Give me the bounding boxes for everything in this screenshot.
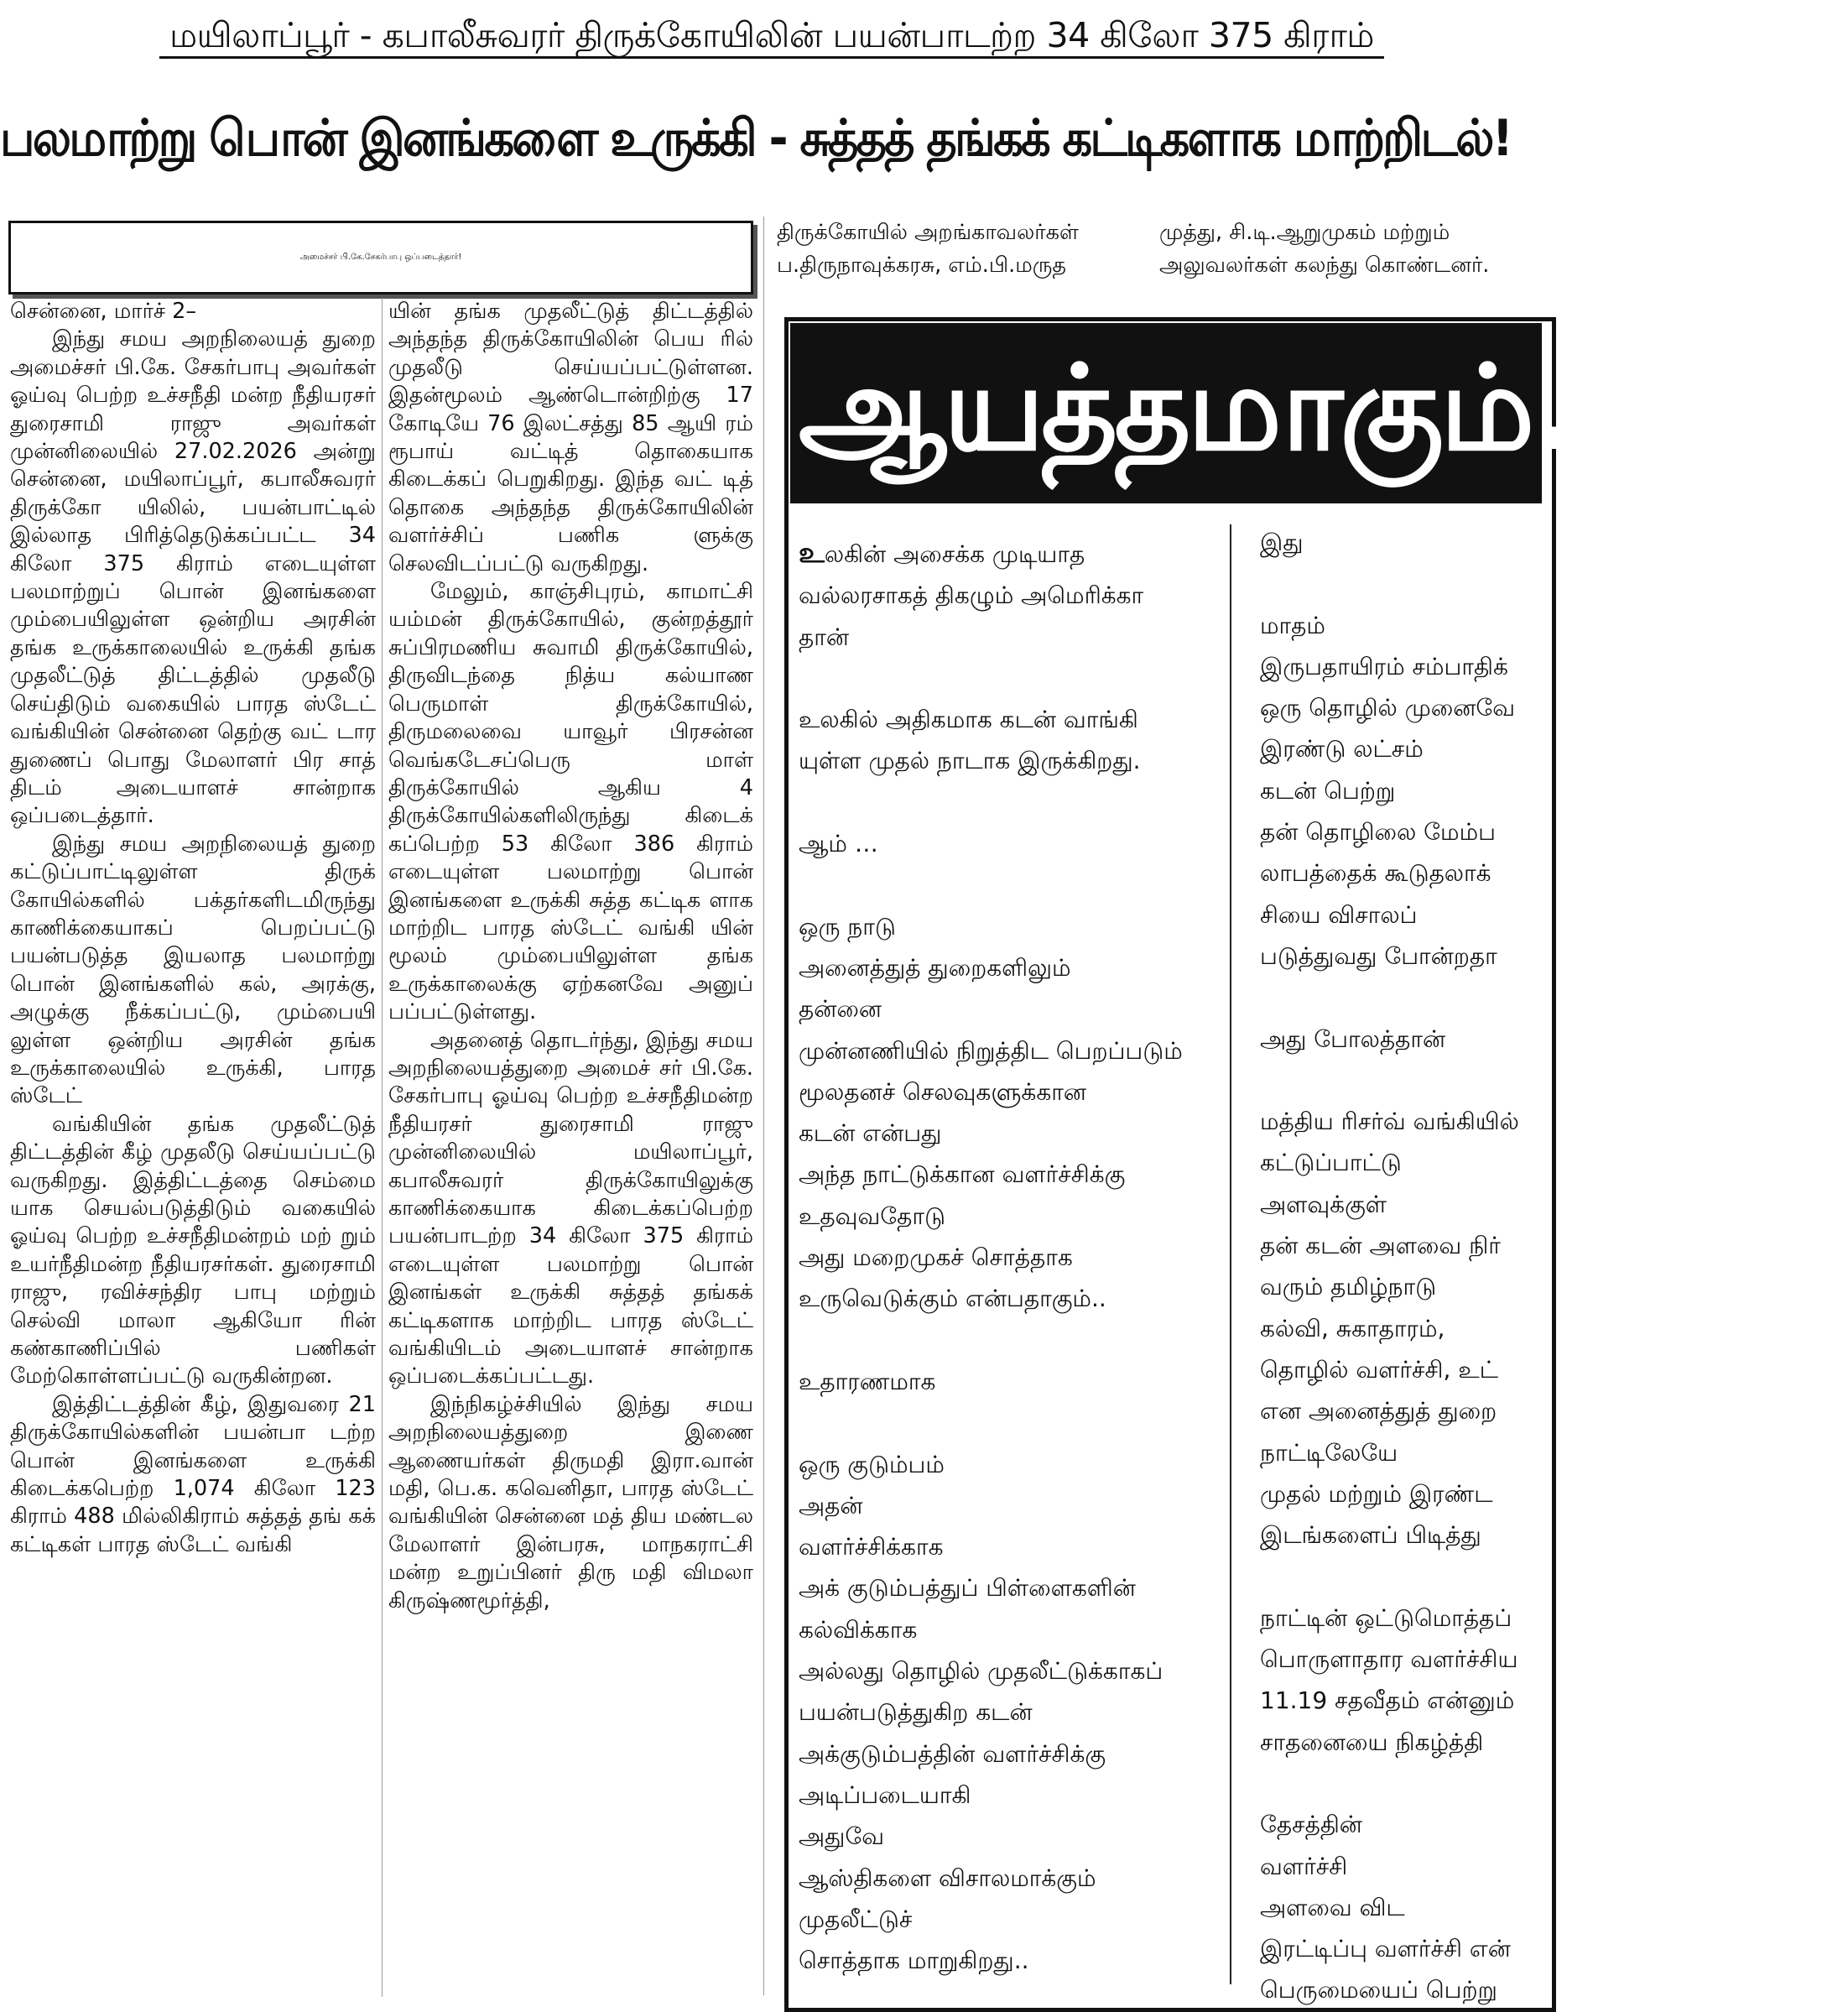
feature-line: அடிப்படையாகி bbox=[799, 1780, 971, 1809]
blank-line bbox=[1260, 1556, 1542, 1597]
feature-divider bbox=[1230, 524, 1231, 1984]
blank-line bbox=[1260, 563, 1542, 604]
feature-line: மாதம் bbox=[1260, 611, 1325, 639]
blank-line bbox=[799, 864, 1222, 905]
feature-line: படுத்துவது போன்றதா bbox=[1260, 941, 1497, 970]
feature-line: இது bbox=[1260, 529, 1304, 556]
blank-line bbox=[799, 1320, 1222, 1361]
feature-line: வளர்ச்சி bbox=[1260, 1852, 1348, 1880]
feature-column-1 bbox=[799, 533, 1222, 1981]
feature-banner bbox=[790, 323, 1848, 503]
kicker-headline: மயிலாப்பூர் - கபாலீசுவரர் திருக்கோயிலின் பயன்பாடற்ற 34 கிலோ 375 கிராம் bbox=[159, 12, 1384, 59]
column-divider bbox=[382, 298, 383, 1997]
blank-line bbox=[799, 658, 1222, 699]
feature-line: அதன் bbox=[799, 1491, 863, 1519]
feature-line: 11.19 சதவீதம் என்னும் bbox=[1260, 1686, 1515, 1715]
article-paragraph: இத்திட்டத்தின் கீழ், இதுவரை 21 திருக்கோயில்களின் பயன்பா டற்ற பொன் இனங்களை உருக்கி கிடைக்கபெற்ற 1,074 கிலோ 123 கிராம் 488 மில்லிகிராம் சுத்தத் தங் கக் கட்டிகள் பாரத ஸ்டேட் வங்கி bbox=[10, 1391, 376, 1557]
feature-line: கல்வி, சுகாதாரம், bbox=[1260, 1314, 1445, 1342]
feature-line: பொருளாதார வளர்ச்சிய bbox=[1260, 1645, 1518, 1674]
feature-line: கடன் பெற்று bbox=[1260, 776, 1396, 805]
blank-line bbox=[1260, 1763, 1542, 1804]
feature-line: உலகில் அதிகமாக கடன் வாங்கி bbox=[799, 706, 1138, 734]
feature-line: ஒரு நாடு bbox=[799, 912, 896, 941]
blank-line bbox=[1260, 1060, 1542, 1101]
article-paragraph: வங்கியின் தங்க முதலீட்டுத் திட்டத்தின் கீழ் முதலீடு செய்யப்பட்டு வருகிறது. இத்திட்டத்தை செம்மை யாக செயல்படுத்திடும் வகையில் ஓய்வு பெற்ற உச்சநீதிமன்றம் மற் றும் உயர்நீதிமன்ற நீதியரசர்கள். துரைசாமி ராஜு, ரவிச்சந்திர பாபு மற்றும் செல்வி மாலா ஆகியோ ரின் கண்காணிப்பில் பணிகள் மேற்கொள்ளப்பட்டு வருகின்றன. bbox=[10, 1111, 376, 1389]
feature-line: கட்டுப்பாட்டு bbox=[1260, 1149, 1402, 1177]
feature-line: முன்னணியில் நிறுத்திட பெறப்படும் bbox=[799, 1036, 1183, 1065]
feature-line: மத்திய ரிசர்வ் வங்கியில் bbox=[1260, 1108, 1519, 1136]
column-divider bbox=[763, 216, 764, 1995]
feature-line: இருபதாயிரம் சம்பாதிக் bbox=[1260, 652, 1508, 680]
feature-line: உதவுவதோடு bbox=[799, 1201, 945, 1230]
feature-line: அக் குடும்பத்துப் பிள்ளைகளின் bbox=[799, 1574, 1136, 1603]
article-paragraph: இந்து சமய அறநிலையத் துறை கட்டுப்பாட்டிலுள்ள திருக் கோயில்களில் பக்தர்களிடமிருந்து காணிக்கையாகப் பெறப்பட்டு பயன்படுத்த இயலாத பலமாற்று பொன் இனங்களில் கல், அரக்கு, அழுக்கு நீக்கப்பட்டு, மும்பையி லுள்ள ஒன்றிய அரசின் தங்க உருக்காலையில் உருக்கி, பாரத ஸ்டேட் bbox=[10, 831, 376, 1109]
feature-line: தன் கடன் அளவை நிர் bbox=[1260, 1232, 1501, 1260]
blank-line bbox=[1260, 977, 1542, 1018]
feature-line: அந்த நாட்டுக்கான வளர்ச்சிக்கு bbox=[799, 1160, 1126, 1189]
dateline: சென்னை, மார்ச் 2– bbox=[10, 299, 197, 324]
credit-line: திருக்கோயில் அறங்காவலர்கள் bbox=[777, 220, 1079, 245]
article-paragraph: இந்நிகழ்ச்சியில் இந்து சமய அறநிலையத்துறை இணை ஆணையர்கள் திருமதி இரா.வான் மதி, பெ.க. கவெனிதா, பாரத ஸ்டேட் வங்கியின் சென்னை மத் திய மண்டல மேலாளர் இன்பரசு, மாநகராட்சி மன்ற உறுப்பினர் திரு மதி விமலா கிருஷ்ணமூர்த்தி, bbox=[388, 1391, 753, 1613]
feature-line: வளர்ச்சிக்காக bbox=[799, 1533, 944, 1561]
attendees-continuation bbox=[777, 216, 1542, 292]
feature-line: ஒரு குடும்பம் bbox=[799, 1450, 945, 1478]
feature-line: அளவை விட bbox=[1260, 1893, 1405, 1921]
feature-line: உதாரணமாக bbox=[799, 1367, 936, 1395]
feature-line: கடன் என்பது bbox=[799, 1119, 942, 1148]
feature-line: வல்லரசாகத் திகழும் அமெரிக்கா bbox=[799, 581, 1144, 610]
feature-line: லாபத்தைக் கூடுதலாக் bbox=[1260, 859, 1491, 888]
feature-banner-title: ஆயத்தமாகும். அன் bbox=[799, 341, 1848, 477]
feature-line: உலகின் அசைக்க முடியாத bbox=[799, 536, 1085, 570]
feature-line: தன் தொழிலை மேம்ப bbox=[1260, 818, 1496, 847]
feature-line: அனைத்துத் துறைகளிலும் bbox=[799, 953, 1071, 982]
feature-line: ஆம் … bbox=[799, 830, 878, 858]
feature-line: நாட்டிலேயே bbox=[1260, 1438, 1398, 1467]
article-column-2 bbox=[388, 298, 753, 1615]
article-paragraph: இந்து சமய அறநிலையத் துறை அமைச்சர் பி.கே. சேகர்பாபு அவர்கள் ஓய்வு பெற்ற உச்சநீதி மன்ற நீதியரசர் துரைசாமி ராஜு அவர்கள் முன்னிலையில் 27.02.2026 அன்று சென்னை, மயிலாப்பூர், கபாலீசுவரர் திருக்கோ யிலில், பயன்பாட்டில் இல்லாத பிரித்தெடுக்கப்பட்ட 34 கிலோ 375 கிராம் எடையுள்ள பலமாற்றுப் பொன் இனங்களை மும்பையிலுள்ள ஒன்றிய அரசின் தங்க உருக்காலையில் உருக்கி தங்க முதலீட்டுத் திட்டத்தில் முதலீடு செய்திடும் வகையில் பாரத ஸ்டேட் வங்கியின் சென்னை தெற்கு வட் டார துணைப் பொது மேலாளர் பிர சாத் திடம் அடையாளச் சான்றாக ஒப்படைத்தார். bbox=[10, 326, 376, 829]
feature-line: தொழில் வளர்ச்சி, உட் bbox=[1260, 1355, 1498, 1384]
blank-line bbox=[799, 1402, 1222, 1443]
feature-line: பெருமையைப் பெற்று bbox=[1260, 1976, 1497, 2004]
article-column-1 bbox=[10, 298, 376, 1559]
feature-line: சியை விசாலப் bbox=[1260, 900, 1418, 929]
feature-line: நாட்டின் ஒட்டுமொத்தப் bbox=[1260, 1603, 1512, 1632]
feature-line: மூலதனச் செலவுகளுக்கான bbox=[799, 1077, 1087, 1106]
credit-line: ப.திருநாவுக்கரசு, எம்.பி.மருத bbox=[777, 253, 1066, 278]
article-paragraph: யின் தங்க முதலீட்டுத் திட்டத்தில் அந்தந்த திருக்கோயிலின் பெய ரில் முதலீடு செய்யப்பட்டுள்ளன. இதன்மூலம் ஆண்டொன்றிற்கு 17 கோடியே 76 இலட்சத்து 85 ஆயி ரம் ரூபாய் வட்டித் தொகையாக கிடைக்கப் பெறுகிறது. இந்த வட் டித் தொகை அந்தந்த திருக்கோயிலின் வளர்ச்சிப் பணிக ளுக்கு செலவிடப்பட்டு வருகிறது. bbox=[388, 299, 753, 576]
credit-line: முத்து, சி.டி.ஆறுமுகம் மற்றும் bbox=[1159, 220, 1450, 245]
feature-column-2 bbox=[1260, 522, 1542, 2011]
feature-line: பயன்படுத்துகிற கடன் bbox=[799, 1698, 1033, 1727]
feature-line: அக்குடும்பத்தின் வளர்ச்சிக்கு bbox=[799, 1739, 1106, 1768]
feature-line: தேசத்தின் bbox=[1260, 1811, 1362, 1839]
feature-line: ஆஸ்திகளை விசாலமாக்கும் bbox=[799, 1863, 1096, 1892]
feature-line: யுள்ள முதல் நாடாக இருக்கிறது. bbox=[799, 747, 1141, 775]
credit-line: அலுவலர்கள் கலந்து கொண்டனர். bbox=[1159, 253, 1490, 278]
feature-line: இடங்களைப் பிடித்து bbox=[1260, 1521, 1481, 1550]
feature-line: உருவெடுக்கும் என்பதாகும்.. bbox=[799, 1285, 1106, 1313]
feature-line: சொத்தாக மாறுகிறது.. bbox=[799, 1947, 1029, 1975]
feature-line: தன்னை bbox=[799, 995, 882, 1024]
feature-line: வரும் தமிழ்நாடு bbox=[1260, 1273, 1437, 1301]
feature-line: கல்விக்காக bbox=[799, 1615, 918, 1644]
feature-line: முதலீட்டுச் bbox=[799, 1905, 913, 1933]
feature-line: அது மறைமுகச் சொத்தாக bbox=[799, 1243, 1073, 1272]
main-headline: பலமாற்று பொன் இனங்களை உருக்கி - சுத்தத் தங்கக் கட்டிகளாக மாற்றிடல்! bbox=[0, 109, 1512, 168]
feature-line: முதல் மற்றும் இரண்ட bbox=[1260, 1479, 1493, 1508]
feature-line: அதுவே bbox=[799, 1822, 885, 1851]
feature-line: அல்லது தொழில் முதலீட்டுக்காகப் bbox=[799, 1657, 1163, 1686]
feature-line: ஒரு தொழில் முனைவே bbox=[1260, 694, 1516, 722]
feature-line: தான் bbox=[799, 623, 850, 651]
blank-line bbox=[799, 782, 1222, 823]
subheadline-box: அமைச்சர் பி.கே.சேகர்பாபு ஒப்படைத்தார்! bbox=[8, 221, 753, 295]
feature-line: சாதனையை நிகழ்த்தி bbox=[1260, 1728, 1484, 1756]
feature-line: இரண்டு லட்சம் bbox=[1260, 735, 1424, 764]
feature-line: என அனைத்துத் துறை bbox=[1260, 1397, 1497, 1426]
article-paragraph: அதனைத் தொடர்ந்து, இந்து சமய அறநிலையத்துறை அமைச் சர் பி.கே. சேகர்பாபு ஓய்வு பெற்ற உச்சநீதிமன்ற நீதியரசர் துரைசாமி ராஜு முன்னிலையில் மயிலாப்பூர், கபாலீசுவரர் திருக்கோயிலுக்கு காணிக்கையாக கிடைக்கப்பெற்ற பயன்பாடற்ற 34 கிலோ 375 கிராம் எடையுள்ள பலமாற்று பொன் இனங்கள் உருக்கி சுத்தத் தங்கக் கட்டிகளாக மாற்றிட பாரத ஸ்டேட் வங்கியிடம் அடையாளச் சான்றாக ஒப்படைக்கப்பட்டது. bbox=[388, 1027, 753, 1389]
feature-line: அது போலத்தான் bbox=[1260, 1024, 1446, 1053]
feature-line: இரட்டிப்பு வளர்ச்சி என் bbox=[1260, 1935, 1511, 1963]
feature-line: அளவுக்குள் bbox=[1260, 1190, 1387, 1218]
article-paragraph: மேலும், காஞ்சிபுரம், காமாட்சி யம்மன் திருக்கோயில், குன்றத்தூர் சுப்பிரமணிய சுவாமி திருக்கோயில், திருவிடந்தை நித்ய கல்யாண பெருமாள் திருக்கோயில், திருமலைவை யாவூர் பிரசன்ன வெங்கடேசப்பெரு மாள் திருக்கோயில் ஆகிய 4 திருக்கோயில்களிலிருந்து கிடைக் கப்பெற்ற 53 கிலோ 386 கிராம் எடையுள்ள பலமாற்று பொன் இனங்களை உருக்கி சுத்த கட்டிக ளாக மாற்றிட பாரத ஸ்டேட் வங்கி யின் மூலம் மும்பையிலுள்ள தங்க உருக்காலைக்கு ஏற்கனவே அனுப் பப்பட்டுள்ளது. bbox=[388, 579, 753, 1025]
